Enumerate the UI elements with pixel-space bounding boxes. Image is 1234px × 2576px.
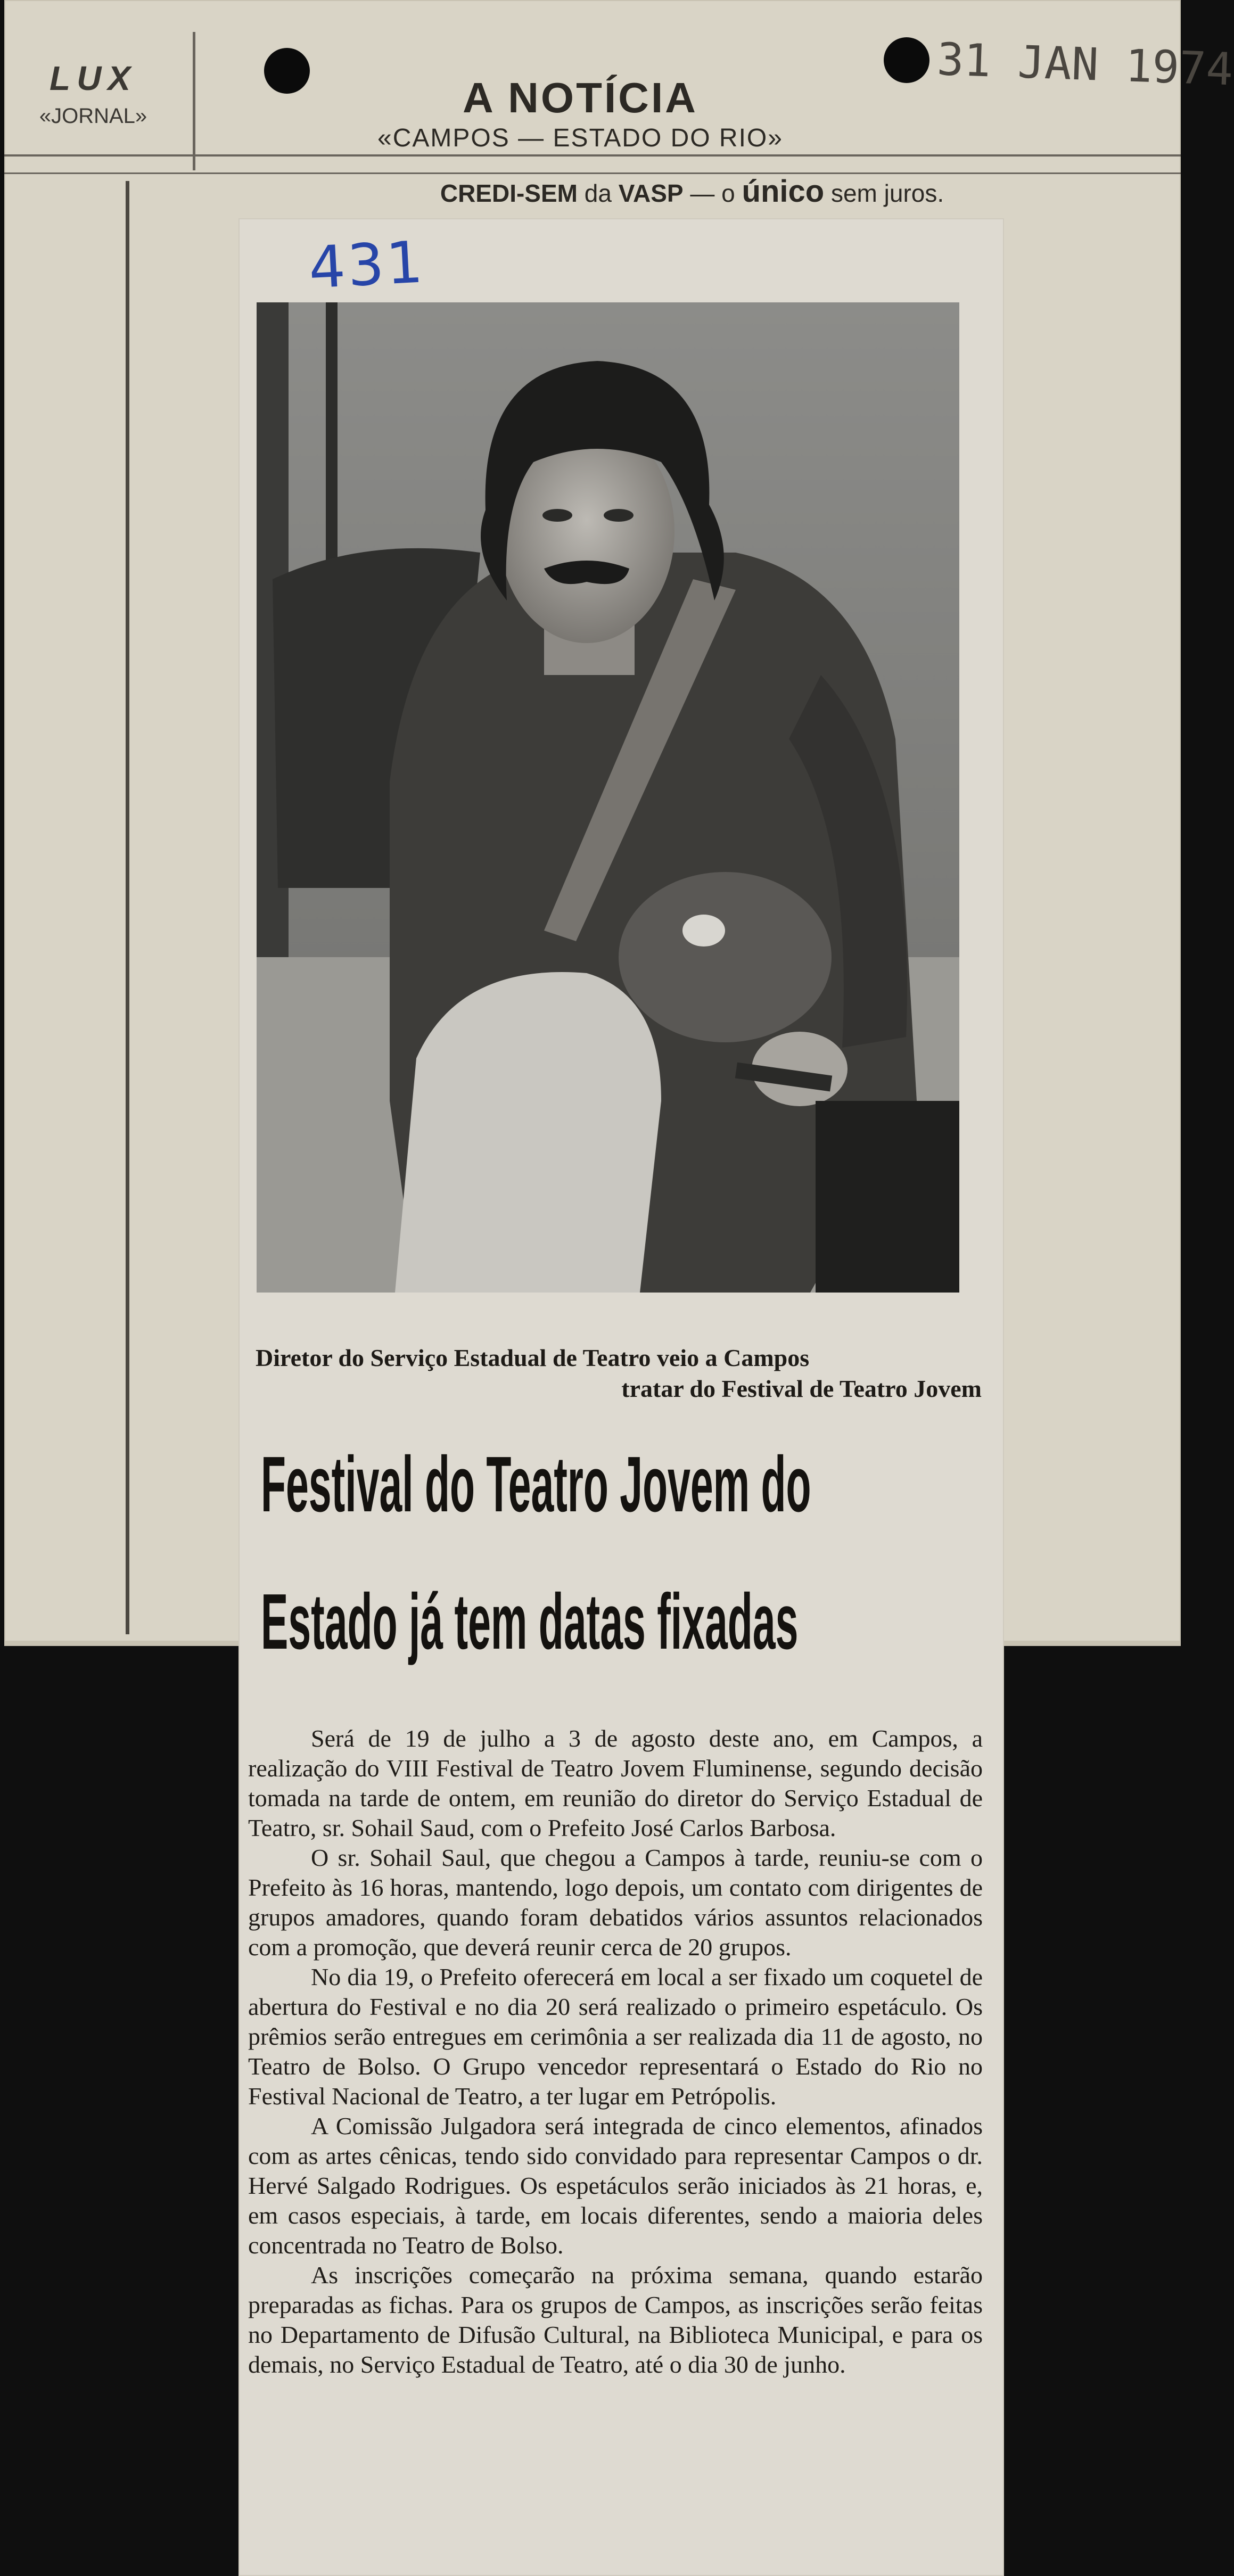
ad-sem-juros: sem juros. <box>830 179 944 207</box>
photo-caption <box>256 1343 985 1404</box>
ad-credisem: CREDI-SEM <box>440 179 578 207</box>
portrait-photo <box>257 302 959 1293</box>
newspaper-place: «CAMPOS — ESTADO DO RIO» <box>377 124 783 152</box>
punch-hole-left <box>264 48 310 94</box>
handwritten-number: 431 <box>307 229 427 302</box>
article-paragraph: O sr. Sohail Saul, que chegou a Campos à tarde, reuniu-se com o Prefeito às 16 horas, mantendo, logo depois, um contato com dirigentes de grupos amadores, quando foram debatidos vários assuntos relacionados com a promoção, que deverá reunir cerca de 20 grupos. <box>248 1844 983 1961</box>
caption-line-1: Diretor do Serviço Estadual de Teatro veio a Campos <box>256 1344 810 1371</box>
header-rule-vertical <box>193 32 195 170</box>
margin-line <box>126 181 129 1634</box>
ad-o: o <box>721 179 735 207</box>
article-paragraph: A Comissão Julgadora será integrada de cinco elementos, afinados com as artes cênicas, tendo sido convidado para representar Campos o dr. Hervé Salgado Rodrigues. Os espetáculos serão iniciados às 21 horas, e, em casos especiais, à tarde, em locais diferentes, sendo a maioria deles concentrada no Teatro de Bolso. <box>248 2112 983 2259</box>
caption-line-2: tratar do Festival de Teatro Jovem <box>621 1375 982 1402</box>
article-paragraph: As inscrições começarão na próxima semana, quando estarão preparadas as fichas. Para os grupos de Campos, as inscrições serão feitas no Departamento de Difusão Cultural, na Biblioteca Municipal, e para os demais, no Serviço Estadual de Teatro, até o dia 30 de junho. <box>248 2261 983 2378</box>
headline-line-1: Festival do Teatro Jovem do <box>261 1441 811 1528</box>
punch-hole-right <box>884 37 929 83</box>
ad-line <box>319 174 1065 209</box>
article-headline <box>261 1416 985 1691</box>
article-paragraph: No dia 19, o Prefeito oferecerá em local a ser fixado um coquetel de abertura do Festival e no dia 20 será realizado o primeiro espetáculo. Os prêmios serão entregues em cerimônia a ser realizada dia 11 de agosto, no Teatro de Bolso. O Grupo vencedor representará o Estado do Rio no Festival Nacional de Teatro, a ter lugar em Petrópolis. <box>248 1963 983 2110</box>
ad-vasp: VASP <box>618 179 684 207</box>
date-stamp: 31 JAN 1974 <box>936 33 1234 96</box>
ad-unico: único <box>742 174 825 209</box>
ad-da: da <box>584 179 612 207</box>
portrait-photo-drawing <box>257 302 959 1293</box>
newspaper-name: A NOTÍCIA <box>463 74 698 121</box>
ad-dash: — <box>690 179 715 207</box>
article-paragraph: Será de 19 de julho a 3 de agosto deste ano, em Campos, a realização do VIII Festival de Teatro Jovem Fluminense, segundo decisão tomada na tarde de ontem, em reunião do diretor do Serviço Estadual de Teatro, sr. Sohail Saud, com o Prefeito José Carlos Barbosa. <box>248 1725 983 1841</box>
header-rule-top <box>4 154 1181 157</box>
article-body <box>248 1724 983 2380</box>
headline-line-2: Estado já tem datas fixadas <box>261 1578 799 1666</box>
service-subtitle: «JORNAL» <box>39 104 147 128</box>
service-logo: LUX <box>50 59 137 97</box>
